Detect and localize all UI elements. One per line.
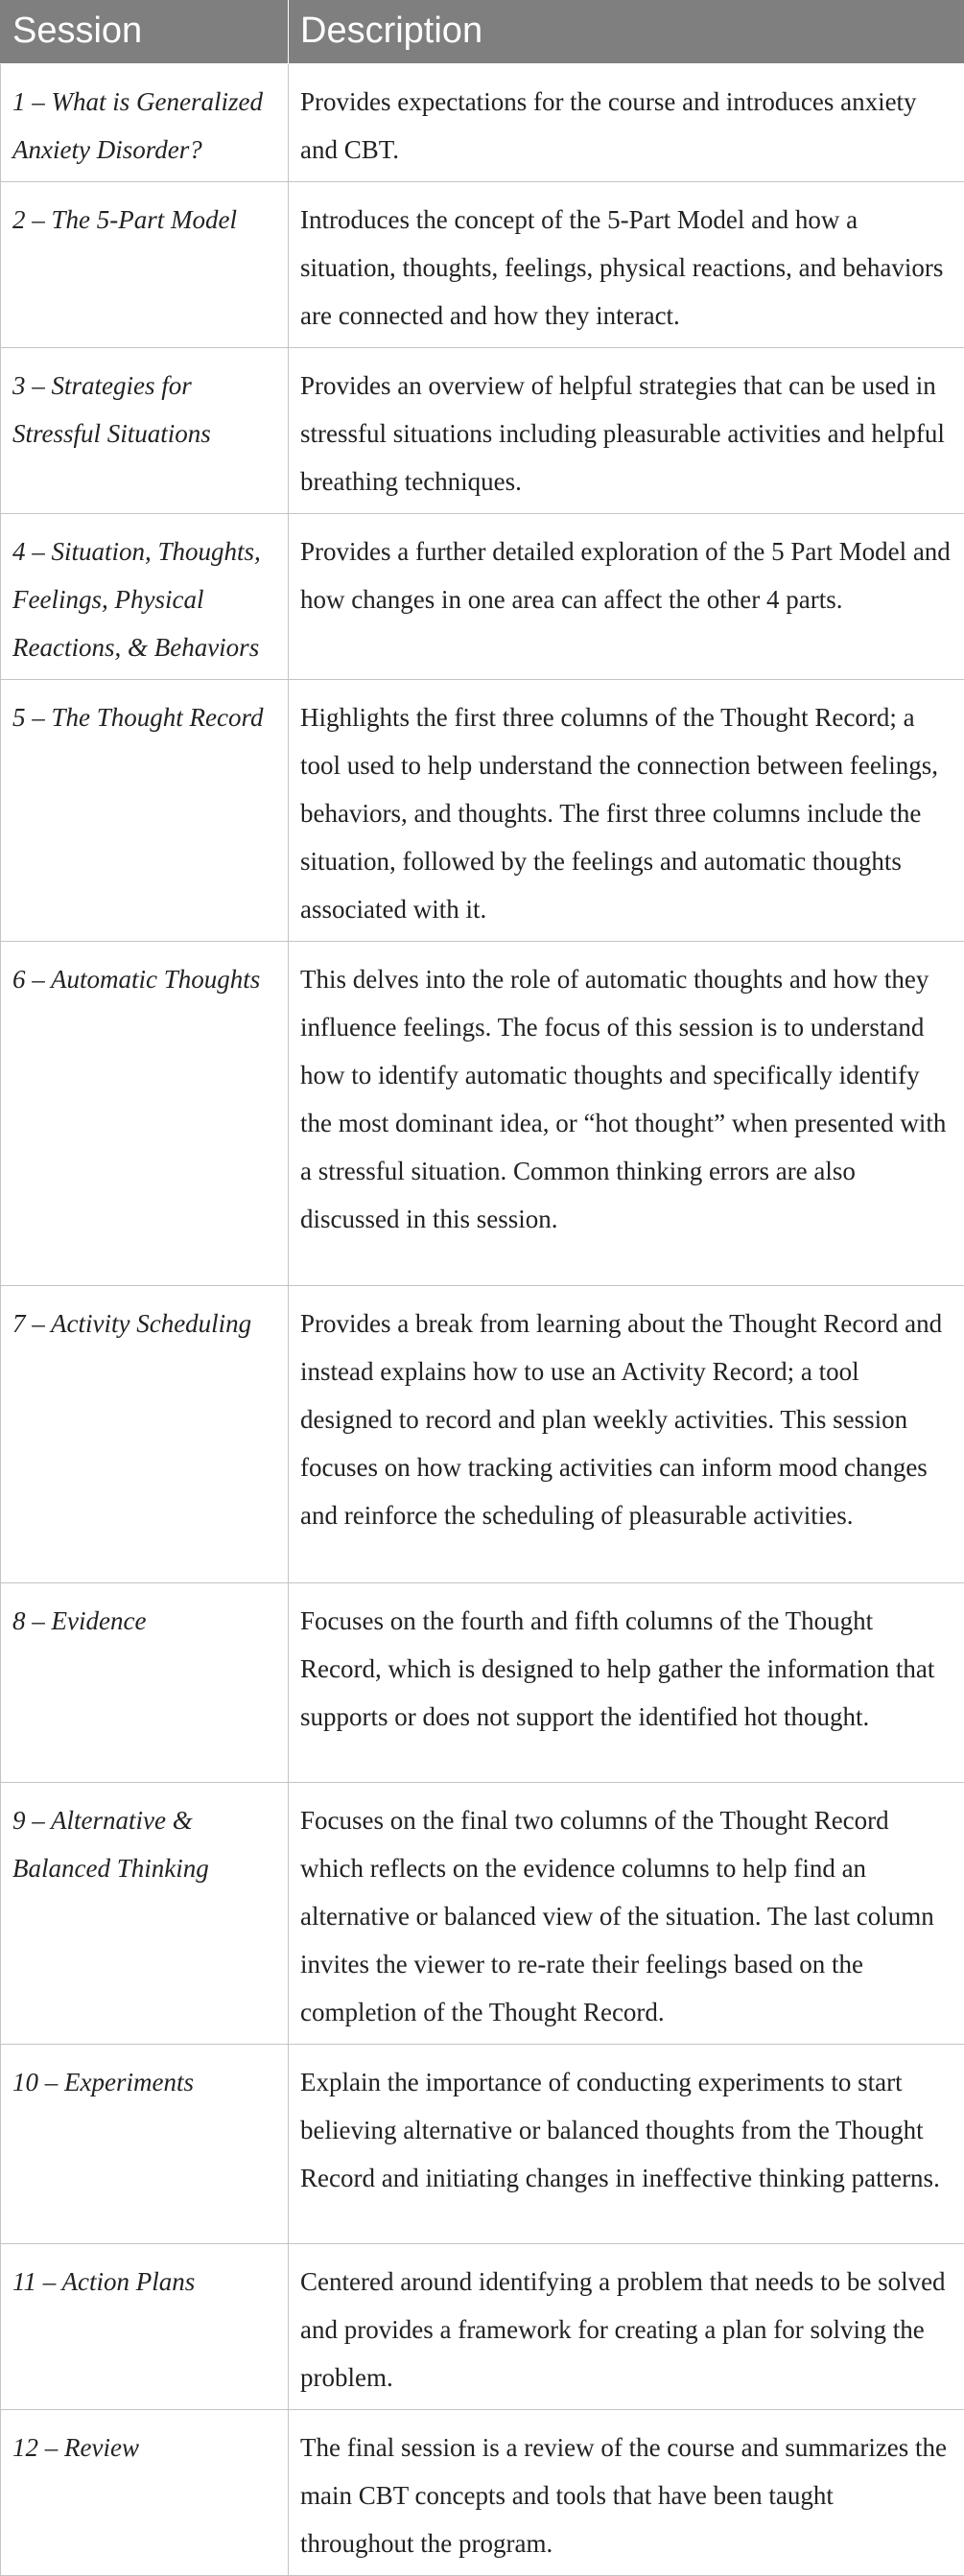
header-row: [1, 0, 964, 63]
description-cell: Highlights the first three columns of the Thought Record; a tool used to help understand the connection between feelings, behaviors, and thoughts. The first three columns include the situation, followed by the feelings and automatic thoughts associated with it.: [289, 679, 964, 941]
description-cell: Focuses on the fourth and fifth columns of the Thought Record, which is designed to help gather the information that supports or does not support the identified hot thought.: [289, 1582, 964, 1782]
description-cell: Provides an overview of helpful strategies that can be used in stressful situations including pleasurable activities and helpful breathing techniques.: [289, 347, 964, 513]
description-cell: Provides a further detailed exploration of the 5 Part Model and how changes in one area can affect the other 4 parts.: [289, 513, 964, 679]
table-row: [1, 941, 964, 1285]
table-row: [1, 181, 964, 347]
description-cell: Provides expectations for the course and introduces anxiety and CBT.: [289, 63, 964, 181]
session-cell: 4 – Situation, Thoughts, Feelings, Physical Reactions, & Behaviors: [1, 513, 289, 679]
session-cell: 3 – Strategies for Stressful Situations: [1, 347, 289, 513]
description-cell: Explain the importance of conducting experiments to start believing alternative or balanced thoughts from the Thought Record and initiating changes in ineffective thinking patterns.: [289, 2044, 964, 2243]
description-cell: Provides a break from learning about the Thought Record and instead explains how to use an Activity Record; a tool designed to record and plan weekly activities. This session focuses on how tracking activities can inform mood changes and reinforce the scheduling of pleasurable activities.: [289, 1285, 964, 1582]
table-row: [1, 679, 964, 941]
table-row: [1, 347, 964, 513]
table-row: [1, 2243, 964, 2409]
session-cell: 10 – Experiments: [1, 2044, 289, 2243]
header-description: Description: [289, 0, 964, 63]
description-cell: This delves into the role of automatic thoughts and how they influence feelings. The focus of this session is to understand how to identify automatic thoughts and specifically identify the most dominant idea, or “hot thought” when presented with a stressful situation. Common thinking errors are also discussed in this session.: [289, 941, 964, 1285]
table-row: [1, 2044, 964, 2243]
table-row: [1, 1782, 964, 2044]
table-row: [1, 63, 964, 181]
table-row: [1, 2409, 964, 2575]
session-cell: 1 – What is Generalized Anxiety Disorder?: [1, 63, 289, 181]
table-row: [1, 513, 964, 679]
session-cell: 11 – Action Plans: [1, 2243, 289, 2409]
table-row: [1, 1582, 964, 1782]
session-cell: 8 – Evidence: [1, 1582, 289, 1782]
header-session: Session: [1, 0, 289, 63]
session-cell: 5 – The Thought Record: [1, 679, 289, 941]
session-cell: 6 – Automatic Thoughts: [1, 941, 289, 1285]
session-cell: 2 – The 5-Part Model: [1, 181, 289, 347]
description-cell: Centered around identifying a problem that needs to be solved and provides a framework for creating a plan for solving the problem.: [289, 2243, 964, 2409]
description-cell: Focuses on the final two columns of the Thought Record which reflects on the evidence columns to help find an alternative or balanced view of the situation. The last column invites the viewer to re-rate their feelings based on the completion of the Thought Record.: [289, 1782, 964, 2044]
session-cell: 12 – Review: [1, 2409, 289, 2575]
table-header: [1, 0, 964, 63]
table-body: [1, 63, 964, 2575]
description-cell: The final session is a review of the course and summarizes the main CBT concepts and tools that have been taught throughout the program.: [289, 2409, 964, 2575]
session-cell: 7 – Activity Scheduling: [1, 1285, 289, 1582]
description-cell: Introduces the concept of the 5-Part Model and how a situation, thoughts, feelings, physical reactions, and behaviors are connected and how they interact.: [289, 181, 964, 347]
session-cell: 9 – Alternative & Balanced Thinking: [1, 1782, 289, 2044]
table-row: [1, 1285, 964, 1582]
